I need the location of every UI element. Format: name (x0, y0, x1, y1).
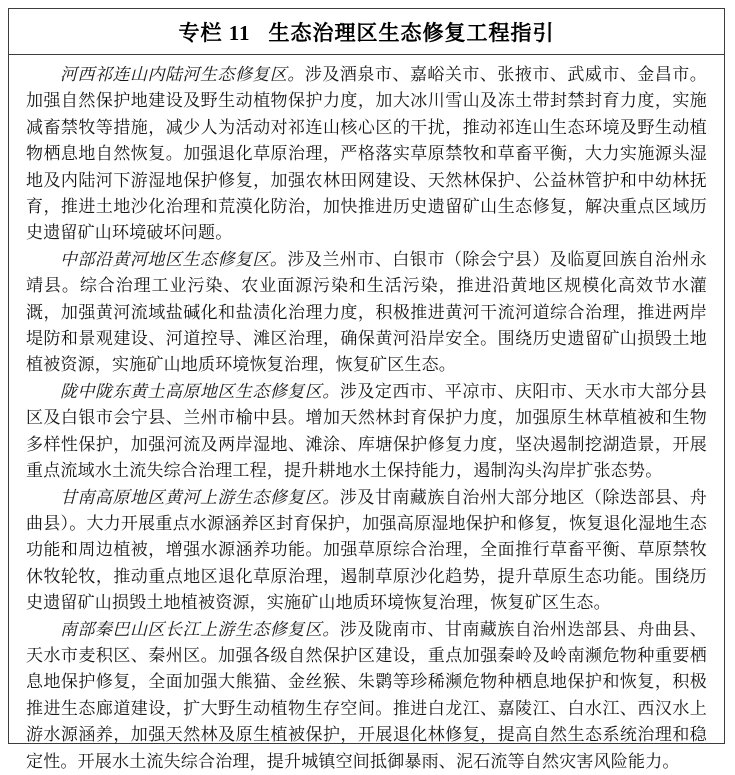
region-name: 南部秦巴山区长江上游生态修复区。 (60, 619, 340, 639)
paragraph (26, 247, 707, 379)
region-name: 河西祁连山内陆河生态修复区。 (60, 65, 305, 84)
region-name: 甘南高原地区黄河上游生态修复区。 (60, 487, 340, 507)
panel-title (178, 17, 554, 47)
panel-body (9, 55, 724, 775)
paragraph (26, 379, 707, 485)
paragraph (26, 485, 707, 617)
region-name: 中部沿黄河地区生态修复区。 (60, 249, 288, 269)
region-name: 陇中陇东黄土高原地区生态修复区。 (60, 381, 340, 401)
paragraph (26, 617, 707, 775)
panel-title-row (9, 9, 724, 55)
panel-title-text: 生态治理区生态修复工程指引 (268, 20, 555, 45)
paragraph-text: 涉及兰州市、白银市（除会宁县）及临夏回族自治州永靖县。综合治理工业污染、农业面源污染和生活污染，推进沿黄地区规模化高效节水灌溉，加强黄河流域盐碱化和盐渍化治理力度，积极推进黄河干流河道综合治理，推进两岸堤防和景观建设、河道控导、滩区治理，确保黄河沿岸安全。围绕历史遗留矿山损毁土地植被资源，实施矿山地质环境恢复治理，恢复矿区生态。 (26, 249, 707, 375)
paragraph-text: 涉及酒泉市、嘉峪关市、张掖市、武威市、金昌市。加强自然保护地建设及野生动植物保护力度，加大冰川雪山及冻土带封禁封育力度，实施减畜禁牧等措施，减少人为活动对祁连山核心区的干扰，推动祁连山生态环境及野生动植物栖息地自然恢复。加强退化草原治理，严格落实草原禁牧和草畜平衡，大力实施源头湿地及内陆河下游湿地保护修复，加强农林田网建设、天然林保护、公益林管护和中幼林抚育，推进土地沙化治理和荒漠化防治，加快推进历史遗留矿山生态修复，解决重点区域历史遗留矿山环境破坏问题。 (26, 65, 707, 243)
paragraph-text: 涉及陇南市、甘南藏族自治州迭部县、舟曲县、天水市麦积区、秦州区。加强各级自然保护区建设，重点加强秦岭及岭南濒危物种重要栖息地保护修复，全面加强大熊猫、金丝猴、朱鹮等珍稀濒危物种栖息地保护和恢复，积极推进生态廊道建设，扩大野生动植物生存空间。推进白龙江、嘉陵江、白水江、西汉水上游水源涵养，加强天然林及原生植被保护，开展退化林修复，提高自然生态系统治理和稳定性。开展水土流失综合治理，提升城镇空间抵御暴雨、泥石流等自然灾害风险能力。 (26, 619, 708, 771)
paragraph (26, 62, 707, 247)
panel-title-prefix: 专栏 11 (178, 20, 251, 45)
column-panel (8, 8, 725, 771)
paragraph-text: 涉及定西市、平凉市、庆阳市、天水市大部分县区及白银市会宁县、兰州市榆中县。增加天然林封育保护力度，加强原生林草植被和生物多样性保护，加强河流及两岸湿地、滩涂、库塘保护修复力度，坚决遏制挖湖造景，开展重点流域水土流失综合治理工程，提升耕地水土保持能力，遏制沟头沟岸扩张态势。 (26, 381, 708, 481)
paragraph-text: 涉及甘南藏族自治州大部分地区（除迭部县、舟曲县）。大力开展重点水源涵养区封育保护，加强高原湿地保护和修复，恢复退化湿地生态功能和周边植被，增强水源涵养功能。加强草原综合治理，全面推行草畜平衡、草原禁牧休牧轮牧，推动重点地区退化草原治理，遏制草原沙化趋势，提升草原生态功能。围绕历史遗留矿山损毁土地植被资源，实施矿山地质环境恢复治理，恢复矿区生态。 (26, 487, 708, 613)
